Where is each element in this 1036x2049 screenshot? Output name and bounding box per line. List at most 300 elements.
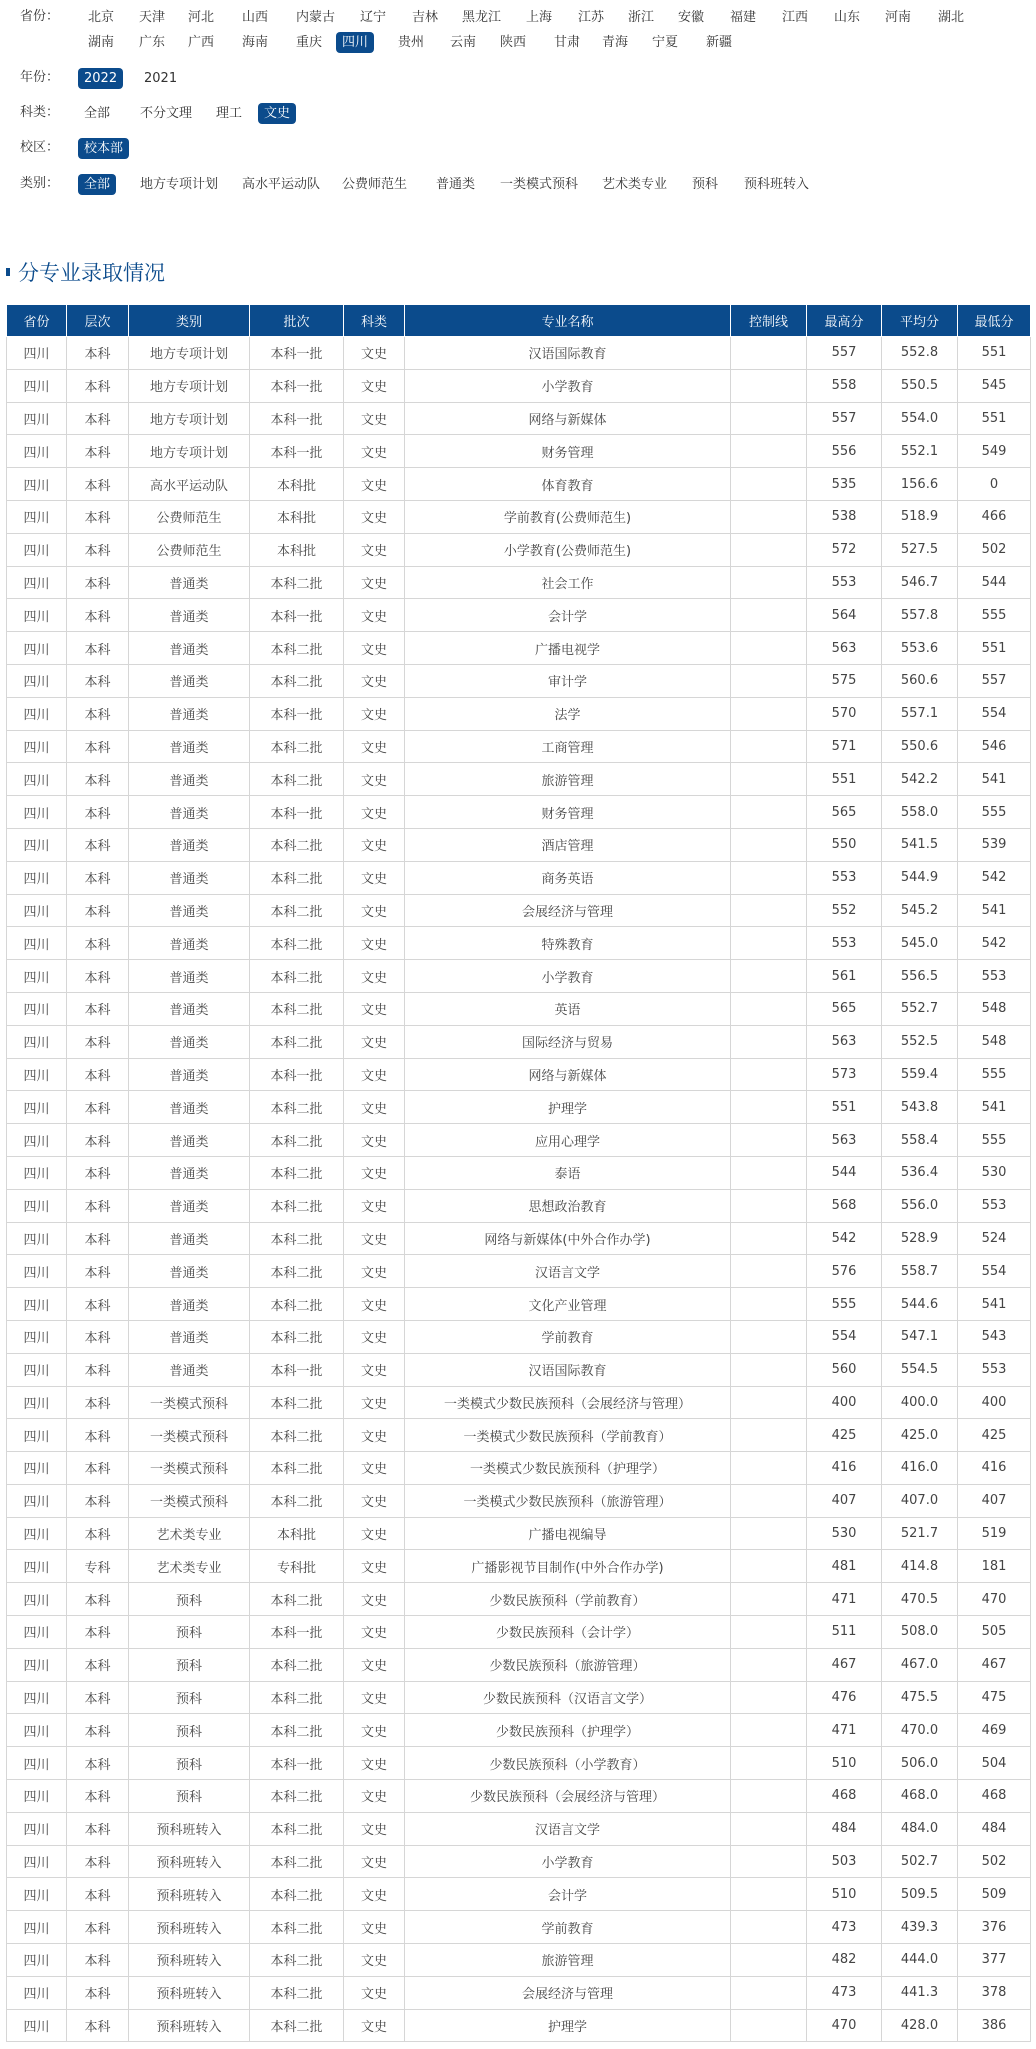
province-option[interactable]: 广东 [139,35,166,50]
cell-category: 普通类 [129,894,250,927]
cell-category: 预科班转入 [129,1845,250,1878]
cell-major: 小学教育 [405,1845,731,1878]
cell-control-line [731,566,807,599]
subject-option[interactable]: 全部 [84,106,111,121]
cell-level: 本科 [67,1648,129,1681]
cell-level: 本科 [67,1124,129,1157]
cell-subject: 文史 [344,1583,405,1616]
cell-control-line [731,960,807,993]
cell-control-line [731,927,807,960]
category-option[interactable]: 公费师范生 [342,177,408,192]
province-option[interactable]: 广西 [188,35,215,50]
cell-min-score: 425 [958,1419,1031,1452]
province-option[interactable]: 贵州 [398,35,425,50]
cell-level: 本科 [67,1944,129,1977]
cell-level: 本科 [67,992,129,1025]
cell-level: 本科 [67,1222,129,1255]
cell-province: 四川 [7,1681,67,1714]
cell-major: 英语 [405,992,731,1025]
cell-level: 本科 [67,1714,129,1747]
cell-max-score: 482 [807,1944,882,1977]
table-row [7,960,1031,993]
cell-max-score: 468 [807,1780,882,1813]
cell-batch: 本科一批 [250,337,344,370]
category-option[interactable]: 预科 [692,177,719,192]
cell-province: 四川 [7,1517,67,1550]
cell-batch: 本科二批 [250,1320,344,1353]
subject-option[interactable]: 文史 [258,103,296,124]
cell-min-score: 554 [958,697,1031,730]
cell-max-score: 564 [807,599,882,632]
cell-max-score: 550 [807,828,882,861]
cell-batch: 本科二批 [250,2009,344,2042]
cell-avg-score: 444.0 [882,1944,958,1977]
column-header-major: 专业名称 [405,305,731,337]
year-label: 年份： [20,70,60,85]
cell-min-score: 551 [958,337,1031,370]
cell-level: 本科 [67,927,129,960]
cell-major: 汉语言文学 [405,1255,731,1288]
cell-avg-score: 552.7 [882,992,958,1025]
cell-category: 预科班转入 [129,1944,250,1977]
cell-province: 四川 [7,1944,67,1977]
cell-subject: 文史 [344,894,405,927]
cell-category: 预科班转入 [129,1911,250,1944]
province-option[interactable]: 四川 [336,32,374,53]
cell-max-score: 560 [807,1353,882,1386]
cell-subject: 文史 [344,468,405,501]
cell-subject: 文史 [344,1320,405,1353]
cell-batch: 本科二批 [250,1124,344,1157]
cell-max-score: 551 [807,763,882,796]
section-title [6,258,165,288]
cell-subject: 文史 [344,1091,405,1124]
cell-max-score: 544 [807,1156,882,1189]
cell-major: 思想政治教育 [405,1189,731,1222]
cell-province: 四川 [7,960,67,993]
cell-category: 普通类 [129,828,250,861]
cell-level: 本科 [67,1156,129,1189]
cell-avg-score: 428.0 [882,2009,958,2042]
cell-level: 本科 [67,2009,129,2042]
cell-category: 普通类 [129,599,250,632]
category-label: 类别： [20,176,60,191]
cell-major: 汉语国际教育 [405,1353,731,1386]
cell-max-score: 473 [807,1976,882,2009]
cell-control-line [731,1944,807,1977]
cell-max-score: 576 [807,1255,882,1288]
cell-control-line [731,1288,807,1321]
cell-min-score: 181 [958,1550,1031,1583]
cell-control-line [731,1747,807,1780]
cell-major: 少数民族预科（会展经济与管理） [405,1780,731,1813]
cell-batch: 本科二批 [250,1714,344,1747]
year-option[interactable]: 2021 [144,71,178,86]
cell-province: 四川 [7,435,67,468]
cell-avg-score: 439.3 [882,1911,958,1944]
province-option[interactable]: 陕西 [500,35,527,50]
province-option[interactable]: 内蒙古 [296,10,336,25]
cell-batch: 本科二批 [250,1156,344,1189]
cell-avg-score: 558.7 [882,1255,958,1288]
cell-subject: 文史 [344,1484,405,1517]
cell-province: 四川 [7,1156,67,1189]
cell-control-line [731,1714,807,1747]
province-option[interactable]: 福建 [730,10,757,25]
cell-max-score: 530 [807,1517,882,1550]
cell-category: 普通类 [129,632,250,665]
column-header-level: 层次 [67,305,129,337]
cell-avg-score: 547.1 [882,1320,958,1353]
cell-level: 本科 [67,1288,129,1321]
cell-subject: 文史 [344,796,405,829]
cell-subject: 文史 [344,1648,405,1681]
cell-major: 一类模式少数民族预科（学前教育） [405,1419,731,1452]
province-option[interactable]: 北京 [88,10,115,25]
province-option[interactable]: 天津 [139,10,166,25]
cell-subject: 文史 [344,992,405,1025]
cell-avg-score: 553.6 [882,632,958,665]
cell-category: 普通类 [129,1255,250,1288]
cell-level: 本科 [67,730,129,763]
cell-category: 预科 [129,1648,250,1681]
cell-level: 本科 [67,1353,129,1386]
cell-subject: 文史 [344,2009,405,2042]
cell-subject: 文史 [344,1058,405,1091]
table-row [7,992,1031,1025]
cell-subject: 文史 [344,500,405,533]
cell-min-score: 554 [958,1255,1031,1288]
cell-province: 四川 [7,1747,67,1780]
cell-control-line [731,435,807,468]
cell-province: 四川 [7,796,67,829]
cell-batch: 本科一批 [250,697,344,730]
cell-level: 本科 [67,828,129,861]
cell-control-line [731,599,807,632]
cell-batch: 本科一批 [250,435,344,468]
column-header-batch: 批次 [250,305,344,337]
province-option[interactable]: 新疆 [706,35,733,50]
cell-major: 小学教育(公费师范生) [405,533,731,566]
cell-subject: 文史 [344,566,405,599]
cell-category: 普通类 [129,1222,250,1255]
cell-batch: 本科二批 [250,566,344,599]
table-row [7,1648,1031,1681]
cell-province: 四川 [7,500,67,533]
province-option[interactable]: 山西 [242,10,269,25]
cell-control-line [731,1780,807,1813]
cell-avg-score: 506.0 [882,1747,958,1780]
cell-batch: 本科二批 [250,1386,344,1419]
cell-avg-score: 467.0 [882,1648,958,1681]
cell-subject: 文史 [344,730,405,763]
table-row [7,664,1031,697]
cell-min-score: 530 [958,1156,1031,1189]
section-title-text: 分专业录取情况 [18,261,165,285]
cell-max-score: 542 [807,1222,882,1255]
cell-batch: 本科一批 [250,369,344,402]
cell-category: 普通类 [129,1156,250,1189]
table-row [7,1911,1031,1944]
cell-batch: 本科二批 [250,992,344,1025]
cell-control-line [731,533,807,566]
cell-max-score: 571 [807,730,882,763]
cell-major: 少数民族预科（旅游管理） [405,1648,731,1681]
cell-control-line [731,992,807,1025]
province-option[interactable]: 辽宁 [360,10,387,25]
cell-avg-score: 416.0 [882,1452,958,1485]
cell-batch: 本科二批 [250,828,344,861]
cell-max-score: 552 [807,894,882,927]
table-row [7,1452,1031,1485]
cell-control-line [731,828,807,861]
cell-max-score: 511 [807,1616,882,1649]
cell-control-line [731,1386,807,1419]
category-option[interactable]: 预科班转入 [744,177,810,192]
table-row [7,1583,1031,1616]
subject-option[interactable]: 理工 [216,106,243,121]
province-option[interactable]: 安徽 [678,10,705,25]
province-option[interactable]: 湖北 [938,10,965,25]
cell-level: 本科 [67,566,129,599]
column-header-min-score: 最低分 [958,305,1031,337]
cell-province: 四川 [7,992,67,1025]
cell-control-line [731,1320,807,1353]
cell-province: 四川 [7,1386,67,1419]
cell-control-line [731,1616,807,1649]
province-option[interactable]: 湖南 [88,35,115,50]
table-row [7,1320,1031,1353]
cell-control-line [731,337,807,370]
category-option[interactable]: 全部 [78,174,116,195]
cell-avg-score: 545.2 [882,894,958,927]
cell-avg-score: 554.0 [882,402,958,435]
cell-major: 学前教育(公费师范生) [405,500,731,533]
cell-major: 商务英语 [405,861,731,894]
cell-category: 预科班转入 [129,2009,250,2042]
cell-avg-score: 156.6 [882,468,958,501]
category-option[interactable]: 艺术类专业 [602,177,668,192]
cell-major: 网络与新媒体 [405,1058,731,1091]
cell-category: 预科 [129,1747,250,1780]
cell-province: 四川 [7,1419,67,1452]
cell-batch: 本科二批 [250,1419,344,1452]
cell-major: 护理学 [405,2009,731,2042]
cell-province: 四川 [7,730,67,763]
cell-category: 地方专项计划 [129,435,250,468]
province-option[interactable]: 河南 [885,10,912,25]
cell-avg-score: 484.0 [882,1812,958,1845]
cell-avg-score: 552.1 [882,435,958,468]
cell-batch: 本科一批 [250,1058,344,1091]
table-row [7,435,1031,468]
cell-max-score: 551 [807,1091,882,1124]
year-option[interactable]: 2022 [78,68,123,89]
cell-level: 本科 [67,1976,129,2009]
province-option[interactable]: 浙江 [628,10,655,25]
table-row [7,1156,1031,1189]
cell-subject: 文史 [344,1288,405,1321]
province-option[interactable]: 重庆 [296,35,323,50]
province-option[interactable]: 甘肃 [554,35,581,50]
cell-major: 国际经济与贸易 [405,1025,731,1058]
cell-min-score: 376 [958,1911,1031,1944]
cell-max-score: 570 [807,697,882,730]
cell-min-score: 470 [958,1583,1031,1616]
cell-min-score: 407 [958,1484,1031,1517]
cell-avg-score: 546.7 [882,566,958,599]
cell-control-line [731,1452,807,1485]
cell-subject: 文史 [344,1386,405,1419]
cell-max-score: 553 [807,861,882,894]
cell-batch: 本科二批 [250,1025,344,1058]
province-option[interactable]: 黑龙江 [462,10,502,25]
cell-control-line [731,697,807,730]
cell-batch: 本科二批 [250,1484,344,1517]
table-row [7,533,1031,566]
cell-control-line [731,632,807,665]
table-row [7,2009,1031,2042]
table-row [7,894,1031,927]
cell-subject: 文史 [344,1025,405,1058]
cell-major: 酒店管理 [405,828,731,861]
province-option[interactable]: 吉林 [412,10,439,25]
cell-level: 本科 [67,894,129,927]
cell-level: 本科 [67,402,129,435]
cell-control-line [731,1648,807,1681]
cell-level: 本科 [67,1812,129,1845]
province-option[interactable]: 宁夏 [652,35,679,50]
cell-min-score: 551 [958,632,1031,665]
province-option[interactable]: 海南 [242,35,269,50]
campus-option[interactable]: 校本部 [78,138,129,159]
cell-subject: 文史 [344,1911,405,1944]
cell-min-score: 377 [958,1944,1031,1977]
cell-max-score: 553 [807,566,882,599]
cell-province: 四川 [7,1714,67,1747]
cell-max-score: 481 [807,1550,882,1583]
cell-batch: 本科二批 [250,1681,344,1714]
cell-major: 社会工作 [405,566,731,599]
cell-subject: 文史 [344,960,405,993]
subject-option[interactable]: 不分文理 [140,106,193,121]
cell-min-score: 555 [958,1058,1031,1091]
category-option[interactable]: 一类模式预科 [500,177,579,192]
cell-province: 四川 [7,402,67,435]
cell-category: 公费师范生 [129,500,250,533]
cell-subject: 文史 [344,1124,405,1157]
category-option[interactable]: 高水平运动队 [242,177,321,192]
cell-batch: 本科二批 [250,1222,344,1255]
section-title-bar [6,268,10,276]
cell-province: 四川 [7,1189,67,1222]
province-option[interactable]: 云南 [450,35,477,50]
cell-max-score: 407 [807,1484,882,1517]
cell-avg-score: 425.0 [882,1419,958,1452]
table-row [7,1780,1031,1813]
cell-major: 一类模式少数民族预科（护理学） [405,1452,731,1485]
cell-avg-score: 543.8 [882,1091,958,1124]
cell-subject: 文史 [344,664,405,697]
cell-province: 四川 [7,1976,67,2009]
cell-major: 网络与新媒体 [405,402,731,435]
cell-avg-score: 554.5 [882,1353,958,1386]
cell-control-line [731,1681,807,1714]
cell-min-score: 524 [958,1222,1031,1255]
province-option[interactable]: 河北 [188,10,215,25]
cell-level: 本科 [67,1845,129,1878]
cell-subject: 文史 [344,1845,405,1878]
cell-province: 四川 [7,1550,67,1583]
cell-major: 少数民族预科（护理学） [405,1714,731,1747]
cell-level: 本科 [67,1419,129,1452]
cell-min-score: 484 [958,1812,1031,1845]
cell-max-score: 470 [807,2009,882,2042]
table-row [7,1747,1031,1780]
cell-category: 一类模式预科 [129,1386,250,1419]
cell-max-score: 575 [807,664,882,697]
cell-control-line [731,1058,807,1091]
cell-subject: 文史 [344,632,405,665]
table-row [7,730,1031,763]
cell-avg-score: 400.0 [882,1386,958,1419]
cell-control-line [731,1189,807,1222]
cell-avg-score: 470.5 [882,1583,958,1616]
cell-batch: 本科二批 [250,1648,344,1681]
cell-province: 四川 [7,1288,67,1321]
cell-province: 四川 [7,861,67,894]
category-option[interactable]: 地方专项计划 [140,177,219,192]
column-header-max-score: 最高分 [807,305,882,337]
cell-batch: 本科二批 [250,1189,344,1222]
cell-province: 四川 [7,632,67,665]
cell-min-score: 475 [958,1681,1031,1714]
cell-province: 四川 [7,468,67,501]
province-option[interactable]: 江苏 [578,10,605,25]
cell-max-score: 561 [807,960,882,993]
cell-level: 本科 [67,861,129,894]
cell-province: 四川 [7,1091,67,1124]
subject-label: 科类： [20,105,60,120]
column-header-control-line: 控制线 [731,305,807,337]
province-option[interactable]: 江西 [782,10,809,25]
cell-batch: 本科批 [250,1517,344,1550]
cell-avg-score: 468.0 [882,1780,958,1813]
cell-major: 少数民族预科（会计学） [405,1616,731,1649]
cell-min-score: 505 [958,1616,1031,1649]
cell-max-score: 557 [807,402,882,435]
province-option[interactable]: 山东 [834,10,861,25]
cell-avg-score: 559.4 [882,1058,958,1091]
province-label: 省份： [20,9,60,24]
cell-major: 特殊教育 [405,927,731,960]
cell-level: 本科 [67,1878,129,1911]
cell-batch: 本科二批 [250,1091,344,1124]
category-option[interactable]: 普通类 [436,177,476,192]
cell-control-line [731,1517,807,1550]
cell-category: 一类模式预科 [129,1419,250,1452]
cell-level: 本科 [67,1616,129,1649]
cell-level: 本科 [67,1452,129,1485]
province-option[interactable]: 上海 [526,10,553,25]
cell-max-score: 484 [807,1812,882,1845]
province-option[interactable]: 青海 [602,35,629,50]
table-row [7,1058,1031,1091]
table-row [7,468,1031,501]
cell-control-line [731,1878,807,1911]
cell-category: 普通类 [129,566,250,599]
cell-major: 会计学 [405,599,731,632]
